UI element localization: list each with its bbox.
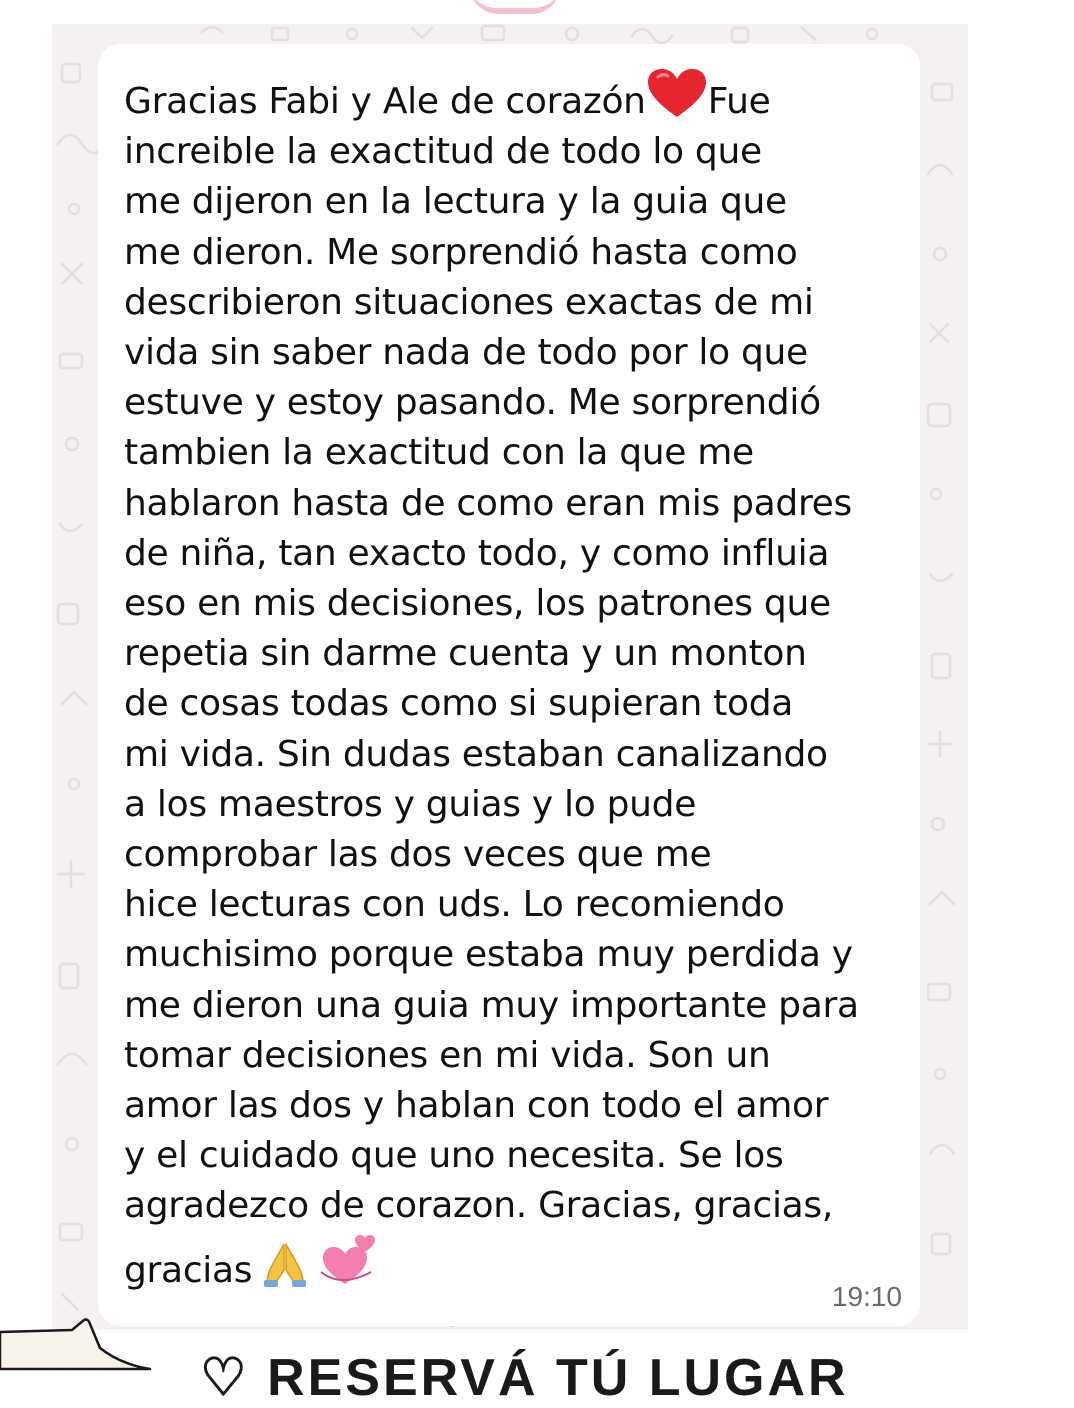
- message-line-fue: Fue: [707, 81, 771, 122]
- message-timestamp: 19:10: [831, 1281, 902, 1312]
- message-text: [124, 67, 914, 1296]
- top-accent-decoration: [470, 0, 560, 14]
- reservation-callout: [0, 1318, 1074, 1407]
- red-heart-icon: [646, 67, 708, 119]
- folded-hands-icon: [263, 1240, 307, 1288]
- revolving-hearts-icon: [319, 1232, 379, 1288]
- message-line-opening: Gracias Fabi y Ale de corazón: [124, 81, 646, 122]
- message-body: increible la exactitud de todo lo que me dijeron en la lectura y la guia que me dieron. Me sorprendió hasta como describieron situaciones exactas de mi vida sin saber nada de todo por lo que estuve y estoy pasando. Me sorprendió tambien la exactitud con la que me hablaron hasta de como eran mis padres de niña, tan exacto todo, y como influia eso en mis decisiones, los patrones que repetia sin darme cuenta y un monton de cosas todas como si supieran toda mi vida. Sin dudas estaban canalizando a los maestros y guias y lo pude comprobar las dos veces que me hice lecturas con uds. Lo recomiendo muchisimo porque estaba muy perdida y me dieron una guia muy importante para tomar decisiones en mi vida. Son un amor las dos y hablan con todo el amor y el cuidado que uno necesita. Se los agradezco de corazon. Gracias, gracias, gracias: [124, 131, 859, 1291]
- reserve-spot-cta[interactable]: ♡ RESERVÁ TÚ LUGAR: [200, 1349, 849, 1407]
